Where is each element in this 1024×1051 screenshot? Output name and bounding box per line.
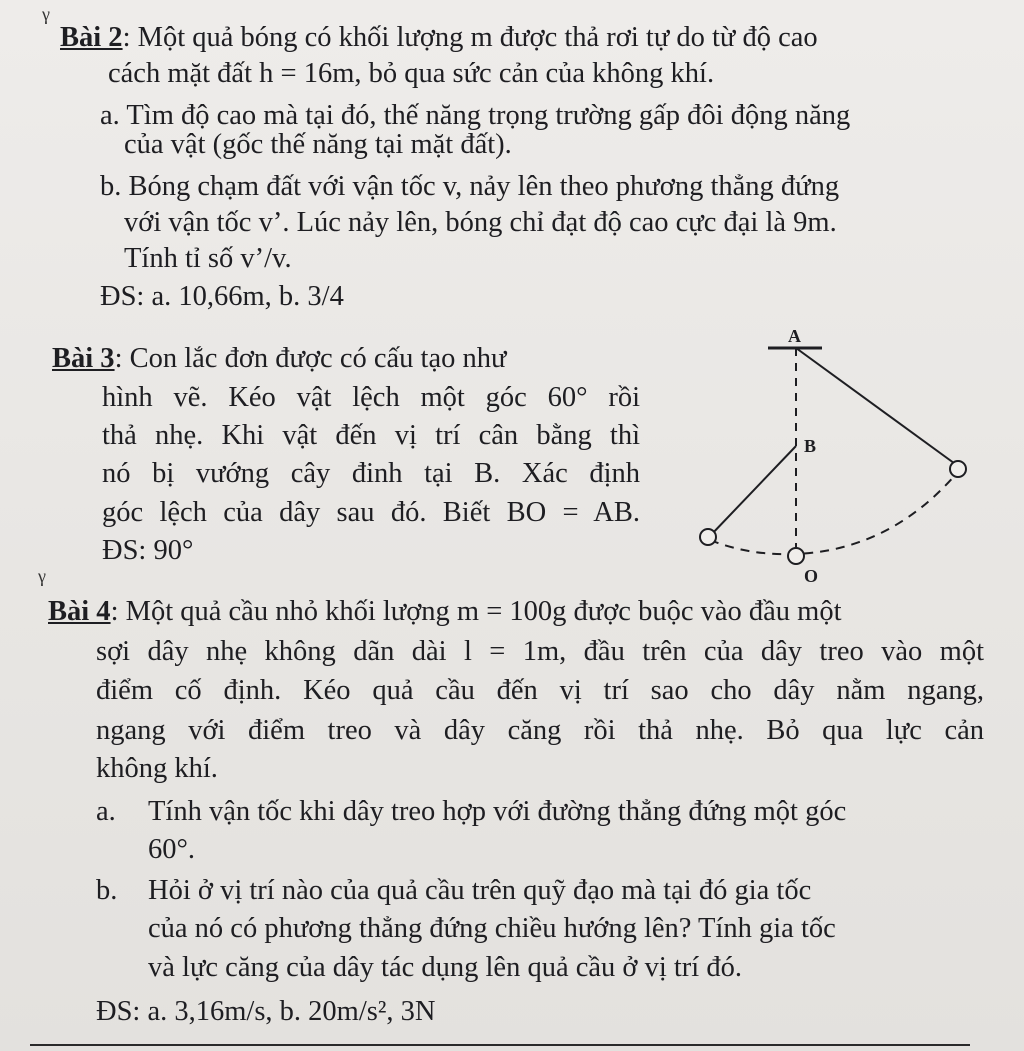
bai4-part-a-1: Tính vận tốc khi dây treo hợp với đường thẳng đứng một góc xyxy=(148,796,847,827)
label-point-b: B xyxy=(804,436,817,456)
bai3-line-4: nó bị vướng cây đinh tại B. Xác định xyxy=(102,458,640,489)
bob-initial xyxy=(950,461,966,477)
bai4-part-a-2: 60°. xyxy=(148,834,196,865)
bai2-part-b-1: b. Bóng chạm đất với vận tốc v, nảy lên theo phương thẳng đứng xyxy=(100,171,840,202)
bai4-line-1 xyxy=(48,594,842,630)
bai3-line-1 xyxy=(52,341,506,377)
bai4-answer: ĐS: a. 3,16m/s, b. 20m/s², 3N xyxy=(96,996,436,1027)
bai2-part-b-3: Tính tỉ số v’/v. xyxy=(124,243,292,274)
bai3-answer: ĐS: 90° xyxy=(102,535,194,566)
bai4-label: Bài 4 xyxy=(48,596,111,627)
bai2-text-1: : Một quả bóng có khối lượng m được thả rơi tự do từ độ cao xyxy=(122,22,818,53)
bai4-part-b-3: và lực căng của dây tác dụng lên quả cầu ở vị trí đó. xyxy=(148,952,742,983)
label-point-a: A xyxy=(788,326,801,346)
bob-deflected xyxy=(700,529,716,545)
bob-equilibrium xyxy=(788,548,804,564)
label-point-o: O xyxy=(804,566,819,586)
bai3-label: Bài 3 xyxy=(52,343,115,374)
trajectory-arc xyxy=(710,474,956,554)
bai4-part-a-marker: a. xyxy=(96,796,116,827)
pencil-mark-bai4: γ xyxy=(38,566,46,586)
bai4-line-4: ngang với điểm treo và dây căng rồi thả nhẹ. Bỏ qua lực cản xyxy=(96,715,984,746)
bai4-part-b-2: của nó có phương thẳng đứng chiều hướng lên? Tính gia tốc xyxy=(148,913,836,944)
bai2-label: Bài 2 xyxy=(60,22,123,53)
string-ab xyxy=(796,348,958,466)
bai2-line-2: cách mặt đất h = 16m, bỏ qua sức cản của không khí. xyxy=(108,58,715,89)
bai4-text-1: : Một quả cầu nhỏ khối lượng m = 100g được buộc vào đầu một xyxy=(110,596,842,627)
bai2-line-1 xyxy=(60,20,818,56)
bai4-part-b-marker: b. xyxy=(96,875,118,906)
bai2-answer: ĐS: a. 10,66m, b. 3/4 xyxy=(100,281,344,312)
bai2-part-a-1: a. Tìm độ cao mà tại đó, thế năng trọng trường gấp đôi động năng xyxy=(100,100,851,131)
bai2-part-a-2: của vật (gốc thế năng tại mặt đất). xyxy=(124,129,512,160)
bai3-text-1: : Con lắc đơn được có cấu tạo như xyxy=(114,343,507,374)
bottom-rule xyxy=(30,1044,970,1046)
pendulum-figure xyxy=(690,318,990,588)
bai3-line-5: góc lệch của dây sau đó. Biết BO = AB. xyxy=(102,497,640,528)
string-bo xyxy=(710,446,796,536)
bai4-line-2: sợi dây nhẹ không dãn dài l = 1m, đầu trên của dây treo vào một xyxy=(96,636,984,667)
bai4-line-5: không khí. xyxy=(96,753,218,784)
bai3-line-2: hình vẽ. Kéo vật lệch một góc 60° rồi xyxy=(102,382,640,413)
bai4-line-3: điểm cố định. Kéo quả cầu đến vị trí sao cho dây nằm ngang, xyxy=(96,675,984,706)
bai4-part-b-1: Hỏi ở vị trí nào của quả cầu trên quỹ đạo mà tại đó gia tốc xyxy=(148,875,812,906)
bai3-line-3: thả nhẹ. Khi vật đến vị trí cân bằng thì xyxy=(102,420,640,451)
bai2-part-b-2: với vận tốc v’. Lúc nảy lên, bóng chỉ đạt độ cao cực đại là 9m. xyxy=(124,207,837,238)
pencil-mark-top: γ xyxy=(42,4,50,24)
